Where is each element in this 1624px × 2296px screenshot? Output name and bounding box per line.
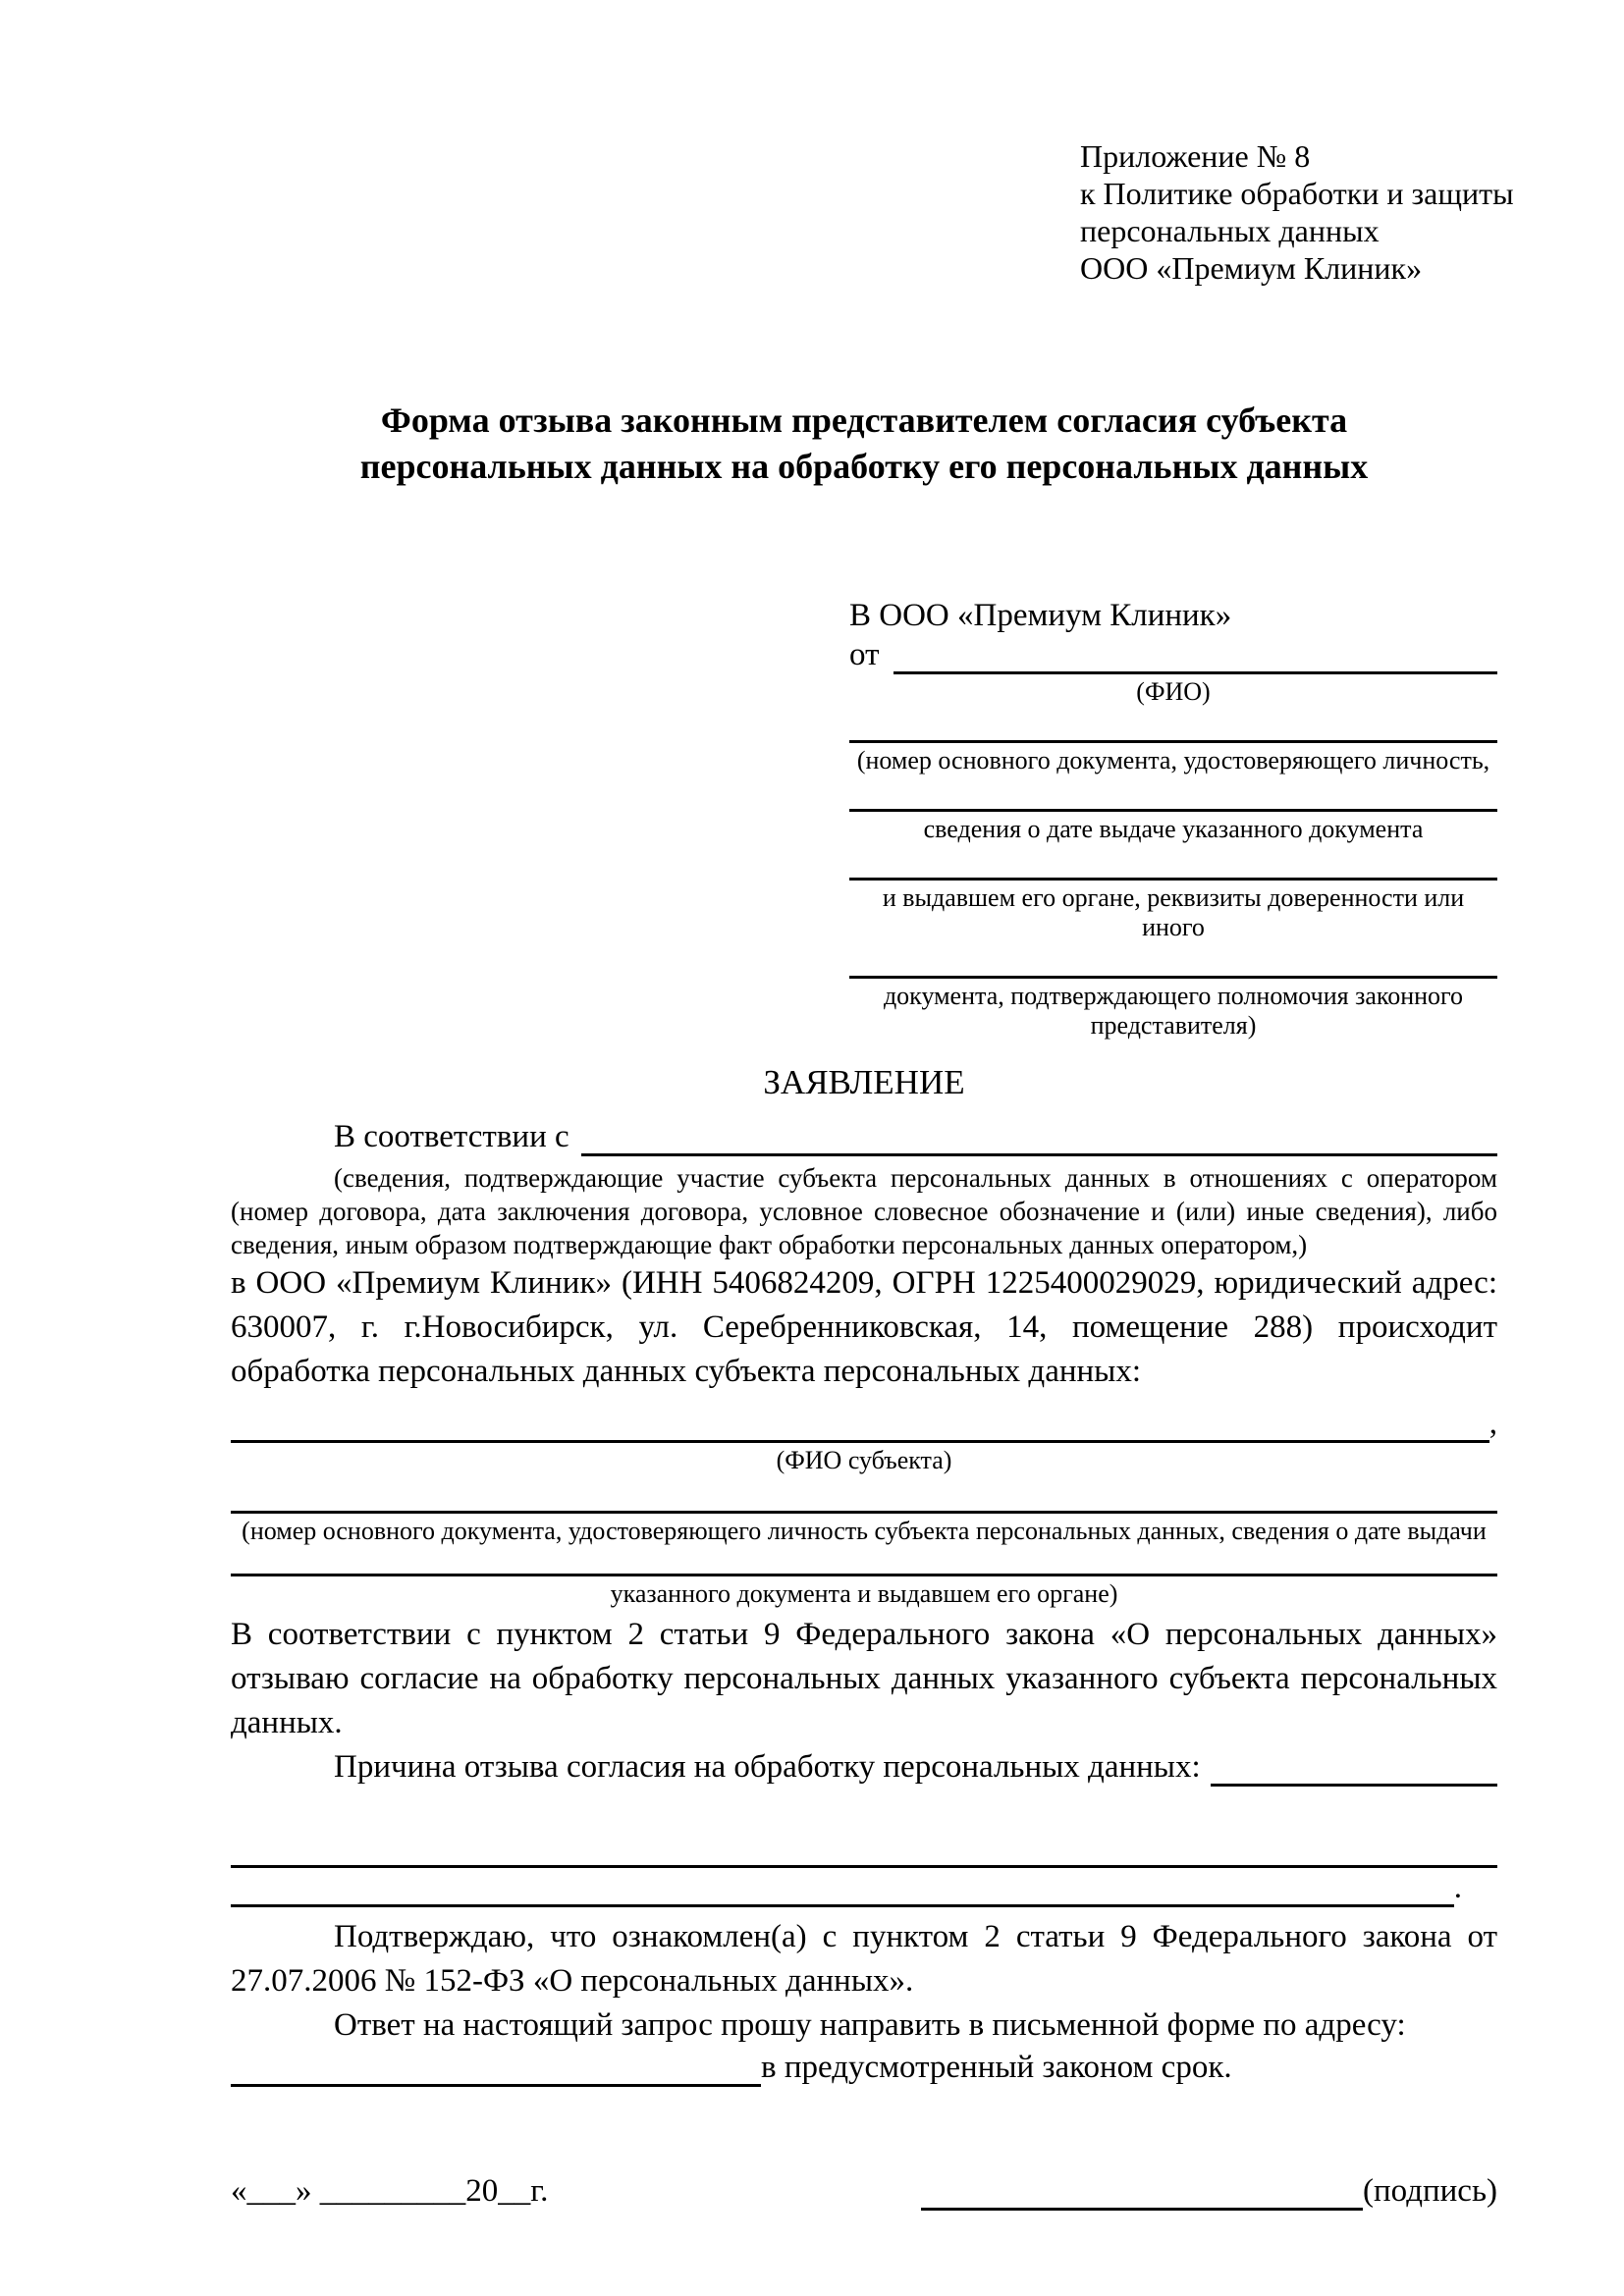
- fine-print-note: (сведения, подтверждающие участие субъекта персональных данных в отношениях с оператором (номер договора, дата заключения договора, условное словесное обозначение и (или) иные сведения), либо сведения, иным образом подтверждающие факт обработки персональных данных оператором,): [231, 1163, 1497, 1259]
- from-name-blank-line: [893, 638, 1498, 674]
- doc-line-group-2: [849, 809, 1497, 844]
- reason-blank-line: [1211, 1750, 1497, 1787]
- subject-fio-blank-line: [231, 1407, 1489, 1443]
- subject-doc-blank-line-1: [231, 1511, 1497, 1514]
- page-title: [231, 398, 1497, 490]
- document-body: [231, 0, 1497, 2211]
- confirm-paragraph: Подтверждаю, что ознакомлен(а) с пунктом 2 статьи 9 Федерального закона от 27.07.2006 № 152-ФЗ «О персональных данных».: [231, 1919, 1497, 1999]
- signature-caption: (подпись): [1363, 2173, 1497, 2209]
- doc-blank-line-4: [849, 976, 1497, 979]
- addressee-block: [849, 596, 1497, 1041]
- date-line: «___» _________20__г.: [231, 2173, 549, 2209]
- reason-label: Причина отзыва согласия на обработку персональных данных:: [334, 1749, 1201, 1785]
- doc-line-group-4: [849, 976, 1497, 1041]
- in-accordance-label: В соответствии с: [334, 1119, 569, 1154]
- reason-extra-row-1: [231, 1832, 1497, 1868]
- reply-address-row: [231, 2048, 1497, 2087]
- withdrawal-paragraph: В соответствии с пунктом 2 статьи 9 Федерального закона «О персональных данных» отзываю согласие на обработку персональных данных указанного субъекта персональных данных.: [231, 1617, 1497, 1740]
- statement-heading: ЗАЯВЛЕНИЕ: [763, 1063, 965, 1101]
- doc-blank-line-2: [849, 809, 1497, 812]
- in-accordance-blank-line: [581, 1120, 1497, 1156]
- subject-fio-row: [231, 1404, 1497, 1443]
- doc-caption-2: сведения о дате выдаче указанного документа: [923, 815, 1424, 843]
- reply-paragraph: Ответ на настоящий запрос прошу направить в письменной форме по адресу:: [334, 2007, 1406, 2043]
- reason-end-period: .: [1453, 1870, 1462, 1905]
- fio-caption: (ФИО): [1136, 677, 1211, 706]
- reason-extra-blank-line-2: [231, 1869, 1454, 1907]
- doc-caption-4: документа, подтверждающего полномочия законного представителя): [883, 982, 1464, 1040]
- from-row: [849, 635, 1497, 674]
- appendix-company: ООО «Премиум Клиник»: [1080, 250, 1423, 286]
- reason-extra-row-2: [231, 1868, 1497, 1907]
- operator-paragraph: в ООО «Премиум Клиник» (ИНН 5406824209, ОГРН 1225400029029, юридический адрес: 630007, г. г.Новосибирск, ул. Серебренниковская, 14, помещение 288) происходит обработка персональных данных субъекта персональных данных:: [231, 1265, 1497, 1389]
- subject-doc-caption-1: (номер основного документа, удостоверяющего личность субъекта персональных данных, сведения о дате выдачи: [242, 1517, 1487, 1545]
- signature-group: [921, 2171, 1497, 2211]
- subject-doc-blank-line-2: [231, 1574, 1497, 1576]
- subject-fio-caption: (ФИО субъекта): [776, 1446, 952, 1474]
- reason-row: [231, 1747, 1497, 1787]
- addressee-to: В ООО «Премиум Клиник»: [849, 598, 1232, 633]
- doc-line-group-3: [849, 878, 1497, 942]
- from-label: от: [849, 637, 880, 672]
- reply-address-blank-line: [231, 2051, 761, 2087]
- appendix-number: Приложение № 8: [1080, 138, 1311, 174]
- doc-blank-line-3: [849, 878, 1497, 881]
- signature-blank-line: [921, 2174, 1363, 2211]
- footer-row: [231, 2171, 1497, 2211]
- appendix-policy-line: к Политике обработки и защиты: [1080, 176, 1514, 211]
- in-accordance-row: [231, 1117, 1497, 1156]
- subject-fio-comma: ,: [1489, 1406, 1497, 1441]
- subject-doc-caption-2: указанного документа и выдавшем его органе): [610, 1579, 1118, 1608]
- page-title-line1: Форма отзыва законным представителем согласия субъекта: [380, 400, 1348, 440]
- reply-tail: в предусмотренный законом срок.: [761, 2050, 1232, 2085]
- doc-line-group-1: [849, 740, 1497, 775]
- doc-caption-1: (номер основного документа, удостоверяющего личность,: [856, 746, 1490, 774]
- page-title-line2: персональных данных на обработку его персональных данных: [359, 447, 1369, 486]
- appendix-policy-line2: персональных данных: [1080, 213, 1380, 248]
- doc-blank-line-1: [849, 740, 1497, 743]
- reason-extra-blank-line-1: [231, 1832, 1497, 1868]
- doc-caption-3: и выдавшем его органе, реквизиты доверенности или иного: [882, 883, 1465, 941]
